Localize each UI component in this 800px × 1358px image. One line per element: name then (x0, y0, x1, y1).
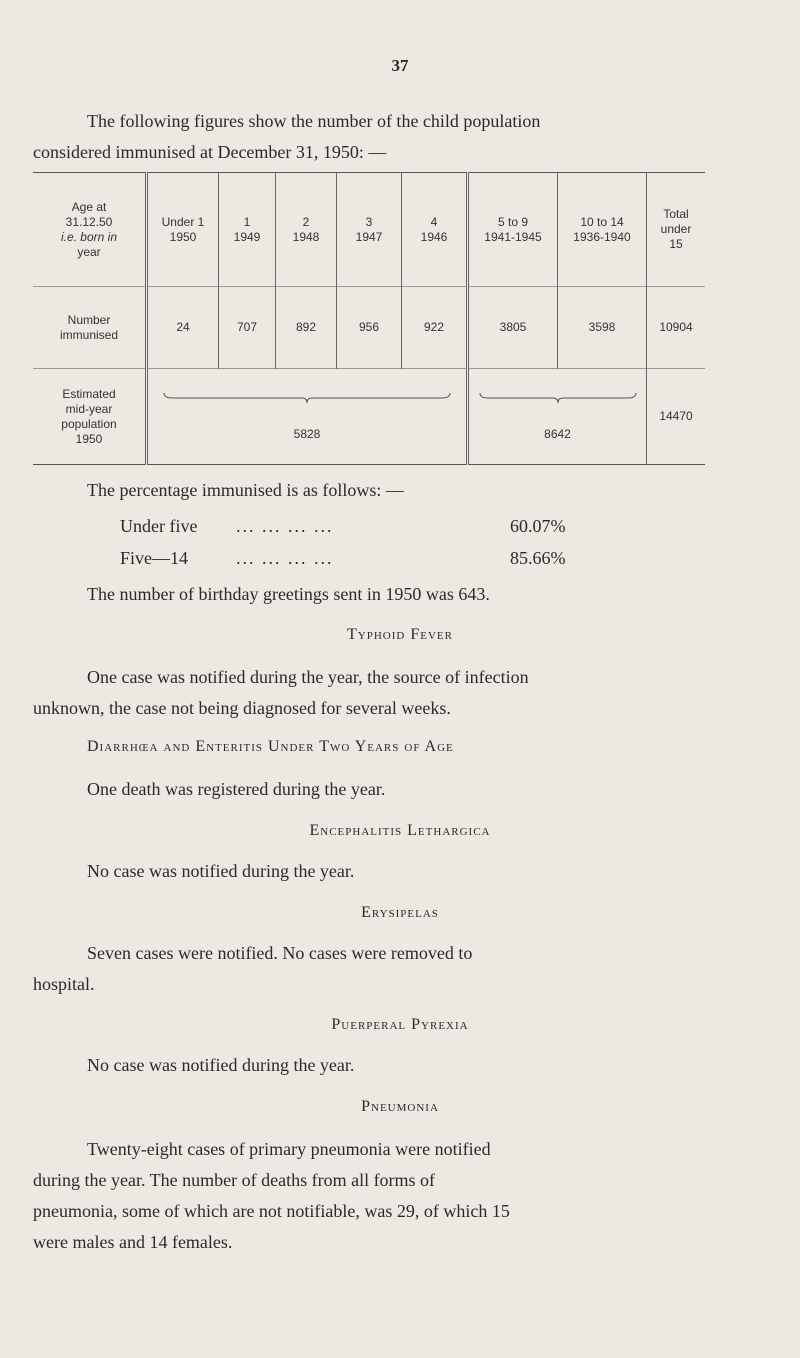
brace-icon (162, 391, 452, 405)
population-five-fourteen-value: 8642 (544, 427, 571, 441)
row-label-line: Age at (71, 199, 107, 214)
column-header-bottom: 1941-1945 (484, 229, 542, 244)
intro-line-2: considered immunised at December 31, 1950: — (33, 142, 387, 162)
column-header-middle: under (660, 222, 692, 236)
body-line: pneumonia, some of which are not notifiable, was 29, of which 15 (33, 1201, 510, 1221)
column-header-bottom: 1947 (355, 229, 383, 244)
column-header (558, 173, 647, 287)
row-label-line: 31.12.50 (65, 214, 113, 229)
section-body-erysipelas (33, 938, 723, 1000)
section-heading-pneumonia: Pneumonia (361, 1098, 439, 1115)
column-header-bottom: 1949 (233, 229, 261, 244)
section-heading-encephalitis: Encephalitis Lethargica (309, 822, 491, 839)
percentage-label: Under five (120, 516, 198, 536)
column-header-bottom: 1950 (169, 229, 197, 244)
population-under-five-value: 5828 (293, 427, 321, 441)
row-label-line: i.e. born in (60, 229, 118, 244)
column-header-top: 1 (243, 214, 251, 229)
column-header (219, 173, 276, 287)
table-header-row (33, 173, 705, 287)
body-line: One death was registered during the year. (87, 779, 386, 799)
immunised-cell: 956 (337, 287, 402, 369)
immunised-cell: 10904 (647, 287, 706, 369)
birthday-greetings-text: The number of birthday greetings sent in 1950 was 643. (87, 584, 490, 604)
column-header-top: 5 to 9 (497, 214, 529, 229)
immunisation-table (33, 172, 705, 465)
column-header-bottom: 1936-1940 (573, 229, 631, 244)
immunised-cell: 3598 (558, 287, 647, 369)
column-header (147, 173, 219, 287)
row-label-line: population (61, 416, 117, 431)
section-heading-typhoid: Typhoid Fever (347, 626, 453, 643)
section-body-encephalitis (33, 856, 723, 887)
body-line: Seven cases were notified. No cases were removed to (87, 943, 473, 963)
column-header (402, 173, 468, 287)
column-header (468, 173, 558, 287)
row-label-line: Number (67, 312, 111, 327)
body-line: No case was notified during the year. (87, 861, 355, 881)
section-body-typhoid (33, 662, 723, 724)
column-header-top: 2 (302, 214, 310, 229)
column-header (276, 173, 337, 287)
population-total-cell: 14470 (647, 369, 706, 465)
column-header-top: Under 1 (161, 214, 205, 229)
section-heading-erysipelas: Erysipelas (361, 904, 439, 921)
row-label-line: year (77, 244, 101, 259)
section-body-pneumonia (33, 1134, 723, 1258)
leader-dots: ... ... ... ... (236, 548, 334, 568)
row-label-line: mid-year (65, 401, 113, 416)
percentage-value: 60.07% (510, 516, 566, 536)
body-line: No case was notified during the year. (87, 1055, 355, 1075)
percentage-label: Five—14 (120, 548, 189, 568)
body-line: One case was notified during the year, the source of infection (87, 667, 529, 687)
body-line: unknown, the case not being diagnosed for several weeks. (33, 698, 451, 718)
immunised-cell: 707 (219, 287, 276, 369)
immunised-cell: 892 (276, 287, 337, 369)
immunised-row-label (33, 287, 147, 369)
brace-icon (478, 391, 638, 405)
row-label-line: Estimated (62, 386, 116, 401)
age-row-label (33, 173, 147, 287)
body-line: Twenty-eight cases of primary pneumonia were notified (87, 1139, 491, 1159)
column-header-bottom: 1948 (292, 229, 320, 244)
column-header-top: 10 to 14 (580, 214, 624, 229)
intro-paragraph (33, 106, 733, 168)
column-header-top: 3 (365, 214, 373, 229)
percentage-intro: The percentage immunised is as follows: — (87, 480, 404, 500)
row-label-line: 1950 (75, 431, 103, 446)
body-line: hospital. (33, 974, 95, 994)
population-under-five-cell (147, 369, 468, 465)
body-line: during the year. The number of deaths from all forms of (33, 1170, 436, 1190)
column-header-top: 4 (430, 214, 438, 229)
body-line: were males and 14 females. (33, 1232, 233, 1252)
row-label-line: immunised (59, 327, 119, 342)
population-five-fourteen-cell (468, 369, 647, 465)
column-header (337, 173, 402, 287)
intro-line-1: The following figures show the number of the child population (87, 111, 541, 131)
immunised-cell: 24 (147, 287, 219, 369)
immunised-row (33, 287, 705, 369)
percentage-row (120, 548, 620, 569)
column-header-top: Total (663, 207, 689, 221)
population-row-label (33, 369, 147, 465)
percentage-row (120, 516, 620, 537)
page-number: 37 (391, 56, 409, 75)
immunised-cell: 922 (402, 287, 468, 369)
population-row (33, 369, 705, 465)
percentage-value: 85.66% (510, 548, 566, 568)
column-header-bottom: 1946 (420, 229, 448, 244)
immunised-cell: 3805 (468, 287, 558, 369)
section-heading-diarrhoea: Diarrhœa and Enteritis Under Two Years of Age (87, 738, 454, 755)
section-body-puerperal (33, 1050, 723, 1081)
leader-dots: ... ... ... ... (236, 516, 334, 536)
column-header-bottom: 15 (669, 237, 683, 251)
column-header (647, 173, 706, 287)
section-heading-puerperal: Puerperal Pyrexia (331, 1016, 469, 1033)
section-body-diarrhoea (33, 774, 723, 805)
